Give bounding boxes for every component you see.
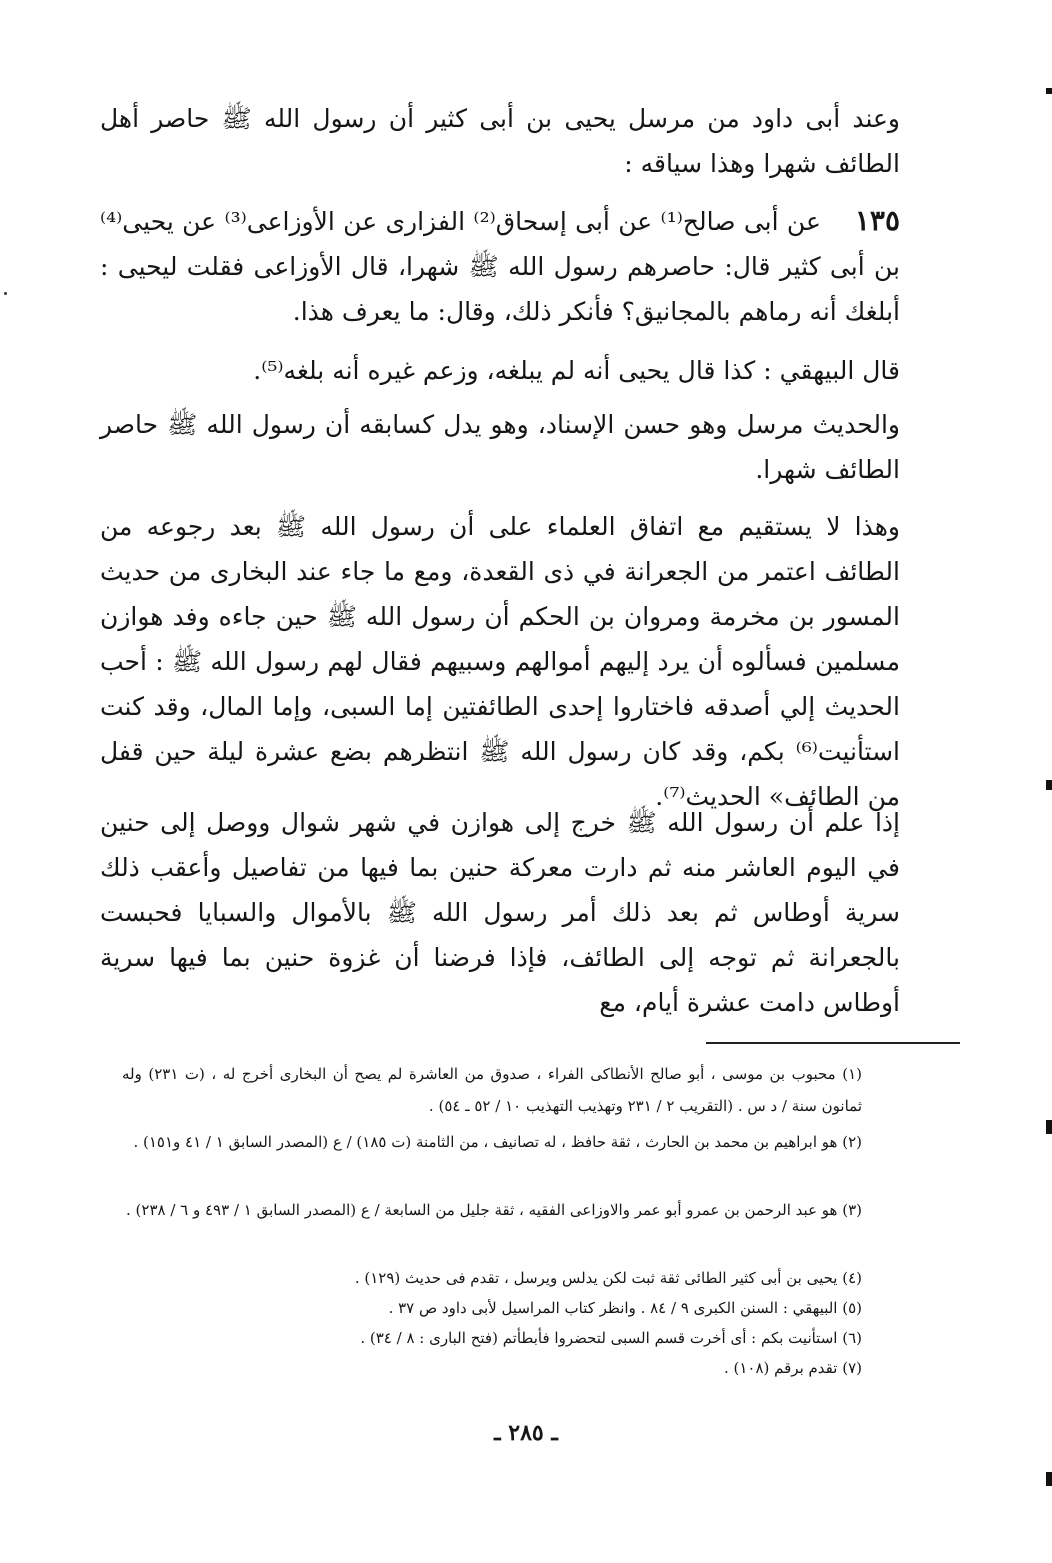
paragraph-discussion: وهذا لا يستقيم مع اتفاق العلماء على أن رسول الله ﷺ بعد رجوعه من الطائف اعتمر من الجعرانة في ذى القعدة، ومع ما جاء عند البخارى من حديث المسور بن مخرمة ومروان بن الحكم أن رسول الله ﷺ حين جاءه وفد هوازن مسلمين فسألوه أن يرد إليهم أموالهم وسبيهم فقال لهم رسول الله ﷺ : أحب الحديث إلي أصدقه فاختاروا إحدى الطائفتين إما السبى، وإما المال، وقد كنت استأنيت⁽⁶⁾ بكم، وقد كان رسول الله ﷺ انتظرهم بضع عشرة ليلة حين قفل من الطائف» الحديث⁽⁷⁾. <box>100 512 900 811</box>
scan-speck <box>4 292 7 295</box>
footnote-5: (٥) البيهقي : السنن الكبرى ٩ / ٨٤ . وانظر كتاب المراسيل لأبى داود ص ٣٧ . <box>388 1299 862 1317</box>
scan-edge-mark <box>1046 88 1052 94</box>
paragraph-hadith-grade: والحديث مرسل وهو حسن الإسناد، وهو يدل كسابقه أن رسول الله ﷺ حاصر الطائف شهرا. <box>100 410 900 484</box>
footnote-4: (٤) يحيى بن أبى كثير الطائى ثقة ثبت لكن يدلس ويرسل ، تقدم فى حديث (١٢٩) . <box>354 1269 862 1287</box>
paragraph-bayhaqi: قال البيهقي : كذا قال يحيى أنه لم يبلغه، وزعم غيره أنه بلغه⁽⁵⁾. <box>253 356 900 385</box>
paragraph-intro: وعند أبى داود من مرسل يحيى بن أبى كثير أن رسول الله ﷺ حاصر أهل الطائف شهرا وهذا سياقه : <box>100 104 900 178</box>
hadith-text: عن أبى صالح⁽¹⁾ عن أبى إسحاق⁽²⁾ الفزارى عن الأوزاعى⁽³⁾ عن يحيى⁽⁴⁾ بن أبى كثير قال: حاصرهم رسول الله ﷺ شهرا، قال الأوزاعى فقلت ليحيى : أبلغك أنه رماهم بالمجانيق؟ فأنكر ذلك، وقال: ما يعرف هذا. <box>100 207 900 326</box>
scan-edge-mark <box>1046 780 1052 790</box>
footnote-6: (٦) استأنيت بكم : أى أخرت قسم السبى لتحضروا فأبطأتم (فتح البارى : ٨ / ٣٤) . <box>360 1329 862 1347</box>
page-number: ـ ٢٨٥ ـ <box>494 1420 558 1446</box>
scan-edge-mark <box>1046 1120 1052 1134</box>
scan-edge-mark <box>1046 1472 1052 1486</box>
hadith-number: ١٣٥ <box>854 204 900 237</box>
footnote-3: (٣) هو عبد الرحمن بن عمرو أبو عمر والاوزاعى الفقيه ، ثقة جليل من السابعة / ع (المصدر السابق ١ / ٤٩٣ و ٦ / ٢٣٨) . <box>126 1201 862 1219</box>
hadith-135-paragraph <box>100 198 900 334</box>
paragraph-chronology: إذا علم أن رسول الله ﷺ خرج إلى هوازن في شهر شوال ووصل إلى حنين في اليوم العاشر منه ثم دارت معركة حنين بما فيها من تفاصيل وأعقب ذلك سرية أوطاس ثم بعد ذلك أمر رسول الله ﷺ بالأموال والسبايا فحبست بالجعرانة ثم توجه إلى الطائف، فإذا فرضنا أن غزوة حنين بما فيها سرية أوطاس دامت عشرة أيام، مع <box>100 808 900 1017</box>
footnote-separator <box>706 1042 960 1044</box>
footnote-1: (١) محبوب بن موسى ، أبو صالح الأنطاكى الفراء ، صدوق من العاشرة لم يصح أن البخارى أخرج له ، (ت ٢٣١) وله ثمانون سنة / د س . (التقريب ٢ / ٢٣١ وتهذيب التهذيب ١٠ / ٥٢ ـ ٥٤) . <box>122 1065 862 1115</box>
footnote-2: (٢) هو ابراهيم بن محمد بن الحارث ، ثقة حافظ ، له تصانيف ، من الثامنة (ت ١٨٥) / ع (المصدر السابق ١ / ٤١ و١٥١) . <box>133 1133 862 1151</box>
footnote-7: (٧) تقدم برقم (١٠٨) . <box>723 1359 862 1377</box>
